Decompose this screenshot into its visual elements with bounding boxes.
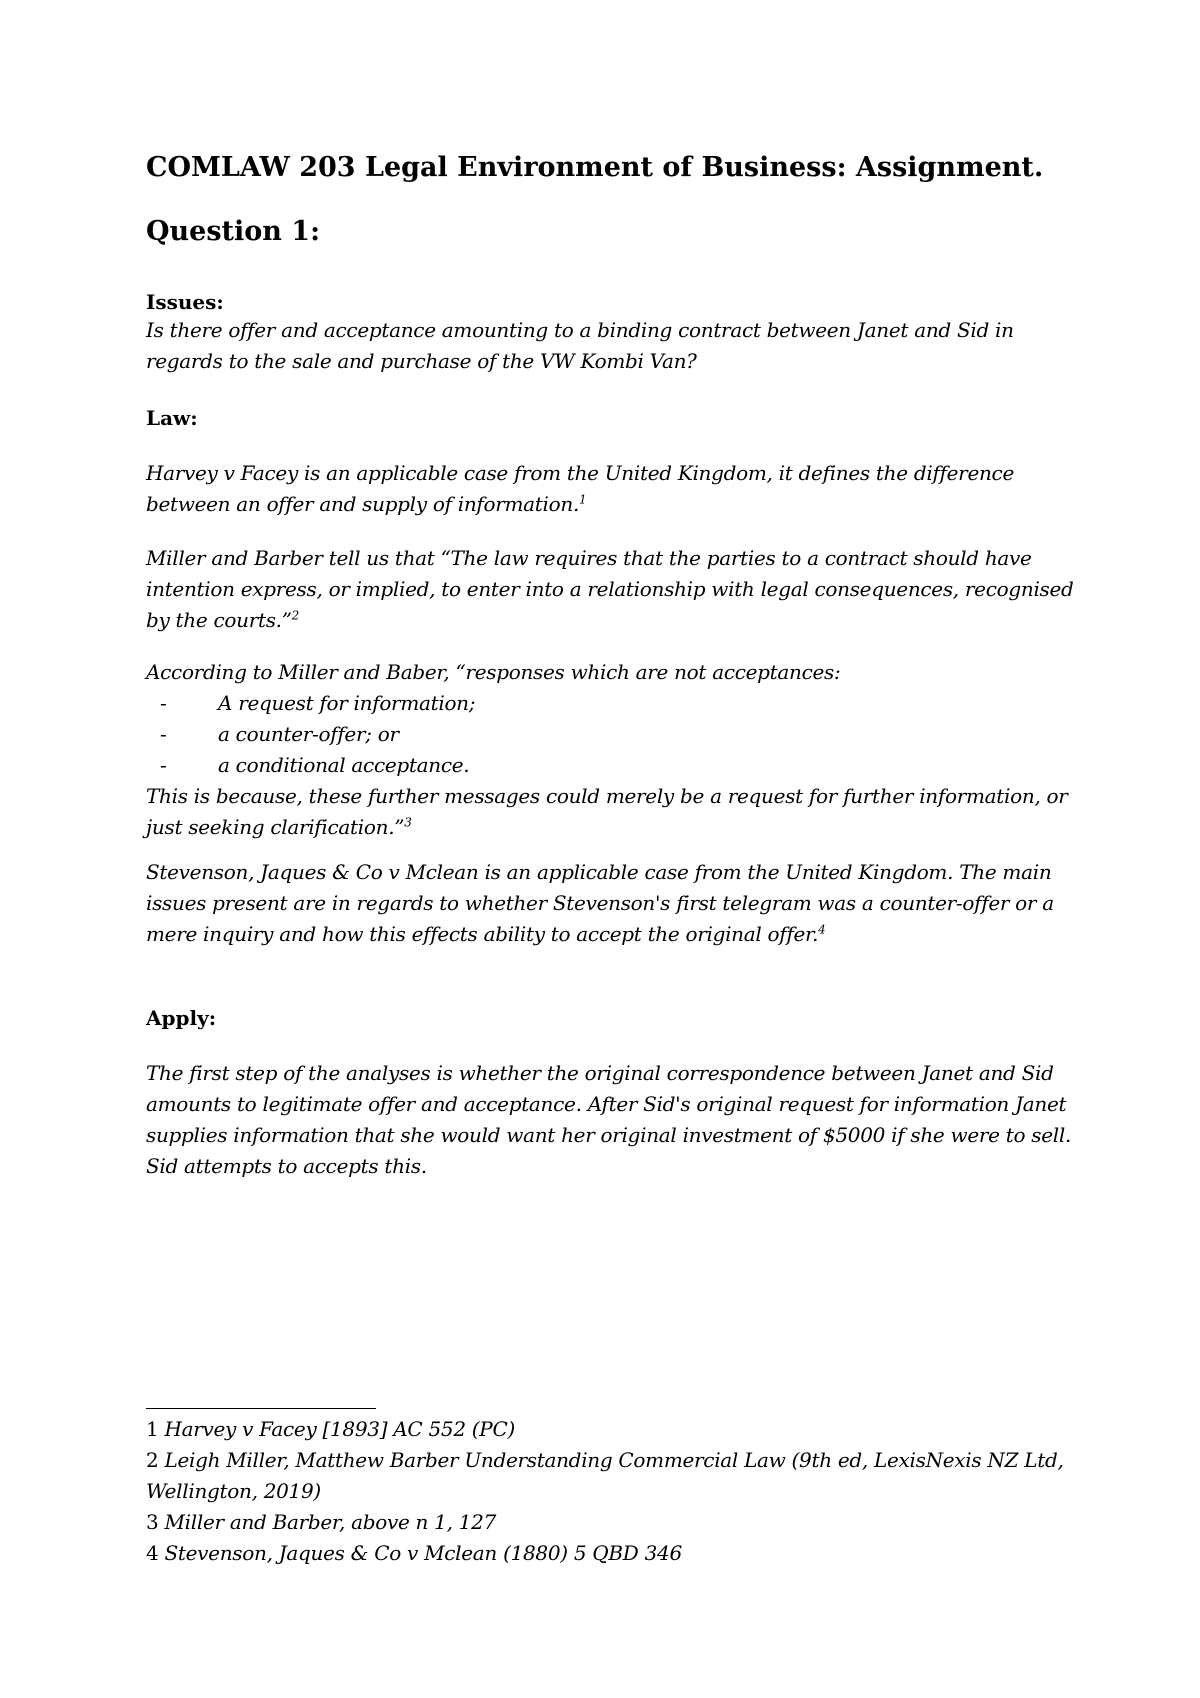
list-item <box>146 719 1086 750</box>
dash-bullet: - <box>160 753 167 777</box>
footnote-number: 2 <box>146 1448 159 1472</box>
footnote-text: Harvey v Facey [1893] AC 552 (PC) <box>164 1417 515 1441</box>
law-paragraph-stevenson-text: Stevenson, Jaques & Co v Mclean is an applicable case from the United Kingdom. The main issues present are in regards to whether Stevenson's first telegram was a counter-offer or a mere inquiry and how this effects ability to accept the original offer. <box>146 860 1054 946</box>
footnote-2 <box>146 1445 1086 1507</box>
list-item <box>146 750 1086 781</box>
list-item-text: A request for information; <box>218 691 476 715</box>
law-paragraph-miller-barber-text: Miller and Barber tell us that “The law requires that the parties to a contract should have intention express, or implied, to enter into a relationship with legal consequences, recognised by the courts.” <box>146 546 1074 632</box>
footnote-1 <box>146 1414 1086 1445</box>
document-title: COMLAW 203 Legal Environment of Business: Assignment. <box>146 152 1044 183</box>
law-paragraph-harvey-text: Harvey v Facey is an applicable case from the United Kingdom, it defines the difference between an offer and supply of information. <box>146 461 1014 516</box>
law-paragraph-responses <box>146 657 1086 843</box>
dash-bullet: - <box>160 722 167 746</box>
apply-heading: Apply: <box>146 1006 217 1030</box>
apply-paragraph: The first step of the analyses is whether the original correspondence between Janet and Sid amounts to legitimate offer and acceptance. After Sid's original request for information Janet supplies information that she would want her original investment of $5000 if she were to sell. Sid attempts to accepts this. <box>146 1061 1072 1178</box>
list-item <box>146 688 1086 719</box>
issues-heading: Issues: <box>146 290 224 314</box>
footnote-3 <box>146 1507 1086 1538</box>
law-heading: Law: <box>146 406 198 430</box>
footnote-ref-4[interactable]: 4 <box>818 922 826 937</box>
issues-paragraph: Is there offer and acceptance amounting to a binding contract between Janet and Sid in regards to the sale and purchase of the VW Kombi Van? <box>146 318 1014 373</box>
list-item-text: a conditional acceptance. <box>218 753 470 777</box>
footnote-4 <box>146 1538 1086 1569</box>
question-heading: Question 1: <box>146 216 321 247</box>
footnote-number: 3 <box>146 1510 159 1534</box>
law-paragraph-harvey <box>146 458 1086 520</box>
footnote-number: 4 <box>146 1541 159 1565</box>
responses-outro <box>146 781 1086 843</box>
footnote-number: 1 <box>146 1417 159 1441</box>
responses-list <box>146 688 1086 781</box>
footnote-text: Miller and Barber, above n 1, 127 <box>164 1510 496 1534</box>
responses-intro: According to Miller and Baber, “responses which are not acceptances: <box>146 660 841 684</box>
responses-outro-text: This is because, these further messages could merely be a request for further information, or just seeking clarification.” <box>146 784 1068 839</box>
law-paragraph-miller-barber <box>146 543 1086 636</box>
footnotes <box>146 1414 1086 1569</box>
footnote-ref-3[interactable]: 3 <box>404 815 412 830</box>
footnote-text: Stevenson, Jaques & Co v Mclean (1880) 5 QBD 346 <box>164 1541 682 1565</box>
law-paragraph-stevenson <box>146 857 1086 950</box>
footnote-ref-2[interactable]: 2 <box>291 608 299 623</box>
footnote-separator <box>146 1408 376 1409</box>
dash-bullet: - <box>160 691 167 715</box>
list-item-text: a counter-offer; or <box>218 722 399 746</box>
footnote-ref-1[interactable]: 1 <box>579 492 587 507</box>
footnote-text: Leigh Miller, Matthew Barber Understanding Commercial Law (9th ed, LexisNexis NZ Ltd, Wellington, 2019) <box>146 1448 1064 1503</box>
